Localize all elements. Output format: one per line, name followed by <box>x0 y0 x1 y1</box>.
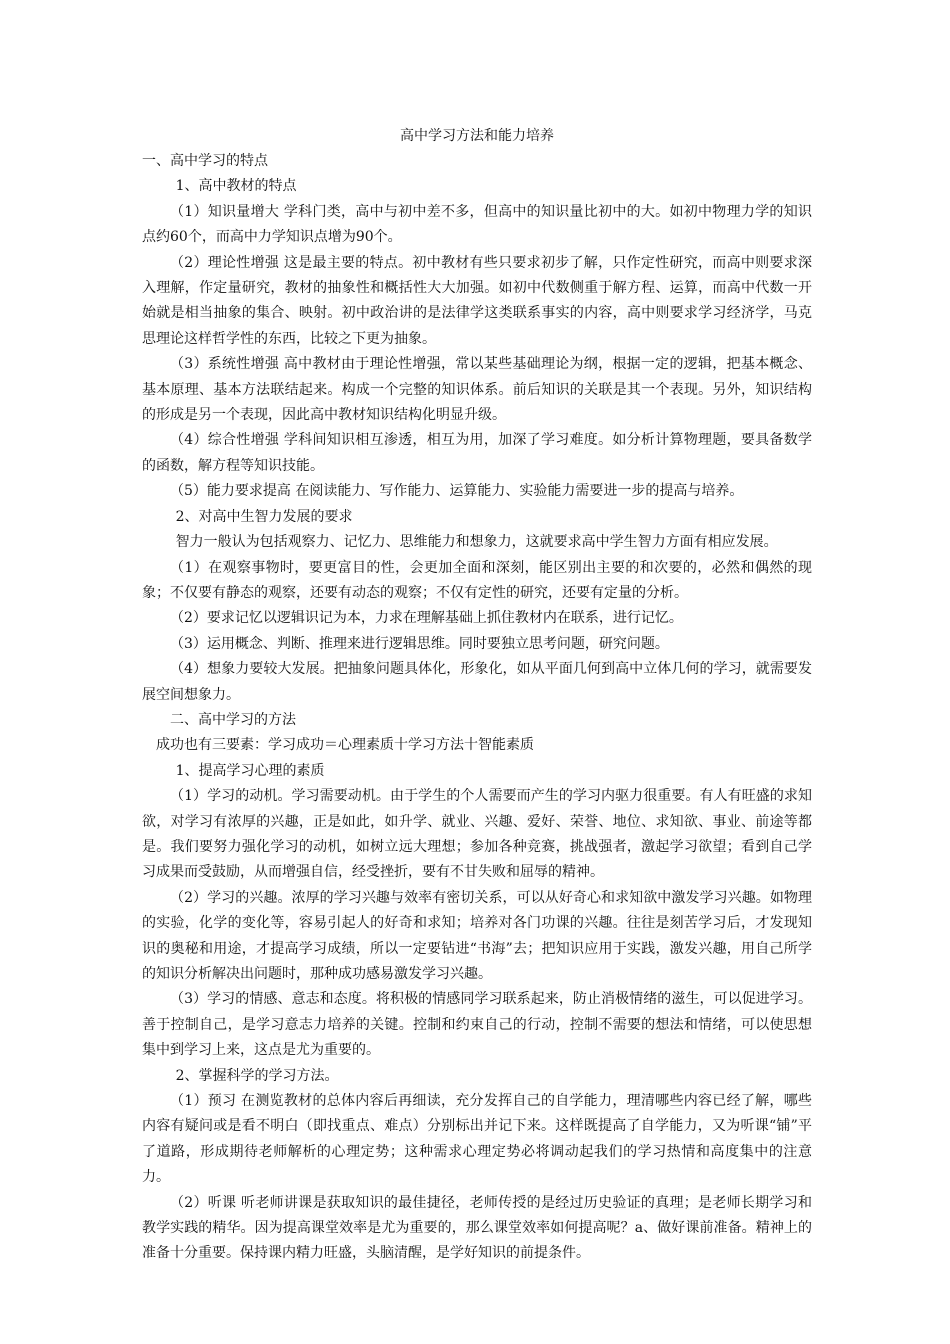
paragraph: （2）理论性增强 这是最主要的特点。初中教材有些只要求初步了解，只作定性研究，而高中则要求深入理解，作定量研究，教材的抽象性和概括性大大加强。如初中代数侧重于解方程、运算，而高中代数一开始就是相当抽象的集合、映射。初中政治讲的是法律学这类联系事实的内容，高中则要求学习经济学，马克思理论这样哲学性的东西，比较之下更为抽象。 <box>142 254 812 347</box>
paragraph: （4）综合性增强 学科间知识相互渗透，相互为用，加深了学习难度。如分析计算物理题，要具备数学的函数，解方程等知识技能。 <box>142 432 812 474</box>
paragraph: （5）能力要求提高 在阅读能力、写作能力、运算能力、实验能力需要进一步的提高与培养。 <box>170 483 744 500</box>
paragraph: （3）系统性增强 高中教材由于理论性增强，常以某些基础理论为纲，根据一定的逻辑，把基本概念、基本原理、基本方法联结起来。构成一个完整的知识体系。前后知识的关联是其一个表现。另外，知识结构的形成是另一个表现，因此高中教材知识结构化明显升级。 <box>142 356 812 424</box>
subsection-heading: 2、掌握科学的学习方法。 <box>175 1067 339 1084</box>
paragraph: （3）学习的情感、意志和态度。将积极的情感同学习联系起来，防止消极情绪的滋生，可以促进学习。善于控制自己，是学习意志力培养的关键。控制和约束自己的行动，控制不需要的想法和情绪，可以使思想集中到学习上来，这点是尤为重要的。 <box>142 991 812 1059</box>
section-heading-1: 一、高中学习的特点 <box>142 153 268 169</box>
paragraph: （4）想象力要较大发展。把抽象问题具体化，形象化，如从平面几何到高中立体几何的学习，就需要发展空间想象力。 <box>142 661 812 703</box>
paragraph: （2）听课 听老师讲课是获取知识的最佳捷径，老师传授的是经过历史验证的真理；是老师长期学习和教学实践的精华。因为提高课堂效率是尤为重要的，那么课堂效率如何提高呢？a、做好课前准备。精神上的准备十分重要。保持课内精力旺盛，头脑清醒，是学好知识的前提条件。 <box>142 1194 812 1262</box>
document-title: 高中学习方法和能力培养 <box>400 128 554 144</box>
paragraph: （2）学习的兴趣。浓厚的学习兴趣与效率有密切关系，可以从好奇心和求知欲中激发学习兴趣。如物理的实验，化学的变化等，容易引起人的好奇和求知；培养对各门功课的兴趣。往往是刻苦学习后，才发现知识的奥秘和用途，才提高学习成绩，所以一定要钻进“书海”去；把知识应用于实践，激发兴趣，用自己所学的知识分析解决出问题时，那种成功感易激发学习兴趣。 <box>142 889 812 982</box>
subsection-heading: 2、对高中生智力发展的要求 <box>175 508 353 525</box>
section-heading-2: 二、高中学习的方法 <box>170 711 296 728</box>
paragraph: （1）预习 在测览教材的总体内容后再细读，充分发挥自己的自学能力，理清哪些内容已经了解，哪些内容有疑问或是看不明白（即找重点、难点）分别标出并记下来。这样既提高了自学能力，又为听课“铺”平了道路，形成期待老师解析的心理定势；这种需求心理定势必将调动起我们的学习热情和高度集中的注意力。 <box>142 1093 812 1186</box>
subsection-heading: 1、高中教材的特点 <box>175 178 297 195</box>
subsection-heading: 1、提高学习心理的素质 <box>175 762 325 779</box>
paragraph: （1）知识量增大 学科门类，高中与初中差不多，但高中的知识量比初中的大。如初中物理力学的知识点约60个，而高中力学知识点增为90个。 <box>142 203 812 246</box>
paragraph: （2）要求记忆以逻辑识记为本，力求在理解基础上抓住教材内在联系，进行记忆。 <box>170 610 683 627</box>
paragraph: 智力一般认为包括观察力、记忆力、思维能力和想象力，这就要求高中学生智力方面有相应发展。 <box>175 534 778 551</box>
paragraph: （3）运用概念、判断、推理来进行逻辑思维。同时要独立思考问题，研究问题。 <box>170 635 669 652</box>
paragraph: （1）学习的动机。学习需要动机。由于学生的个人需要而产生的学习内驱力很重要。有人有旺盛的求知欲，对学习有浓厚的兴趣，正是如此，如升学、就业、兴趣、爱好、荣誉、地位、求知欲、事业、前途等都是。我们要努力强化学习的动机，如树立远大理想；参加各种竞赛，挑战强者，激起学习欲望；看到自己学习成果而受鼓励，从而增强自信，经受挫折，要有不甘失败和屈辱的精神。 <box>142 788 812 881</box>
paragraph: 成功也有三要素：学习成功＝心理素质十学习方法十智能素质 <box>156 737 534 754</box>
paragraph: （1）在观察事物时，要更富目的性，会更加全面和深刻，能区别出主要的和次要的，必然和偶然的现象；不仅要有静态的观察，还要有动态的观察；不仅有定性的研究，还要有定量的分析。 <box>142 559 812 601</box>
